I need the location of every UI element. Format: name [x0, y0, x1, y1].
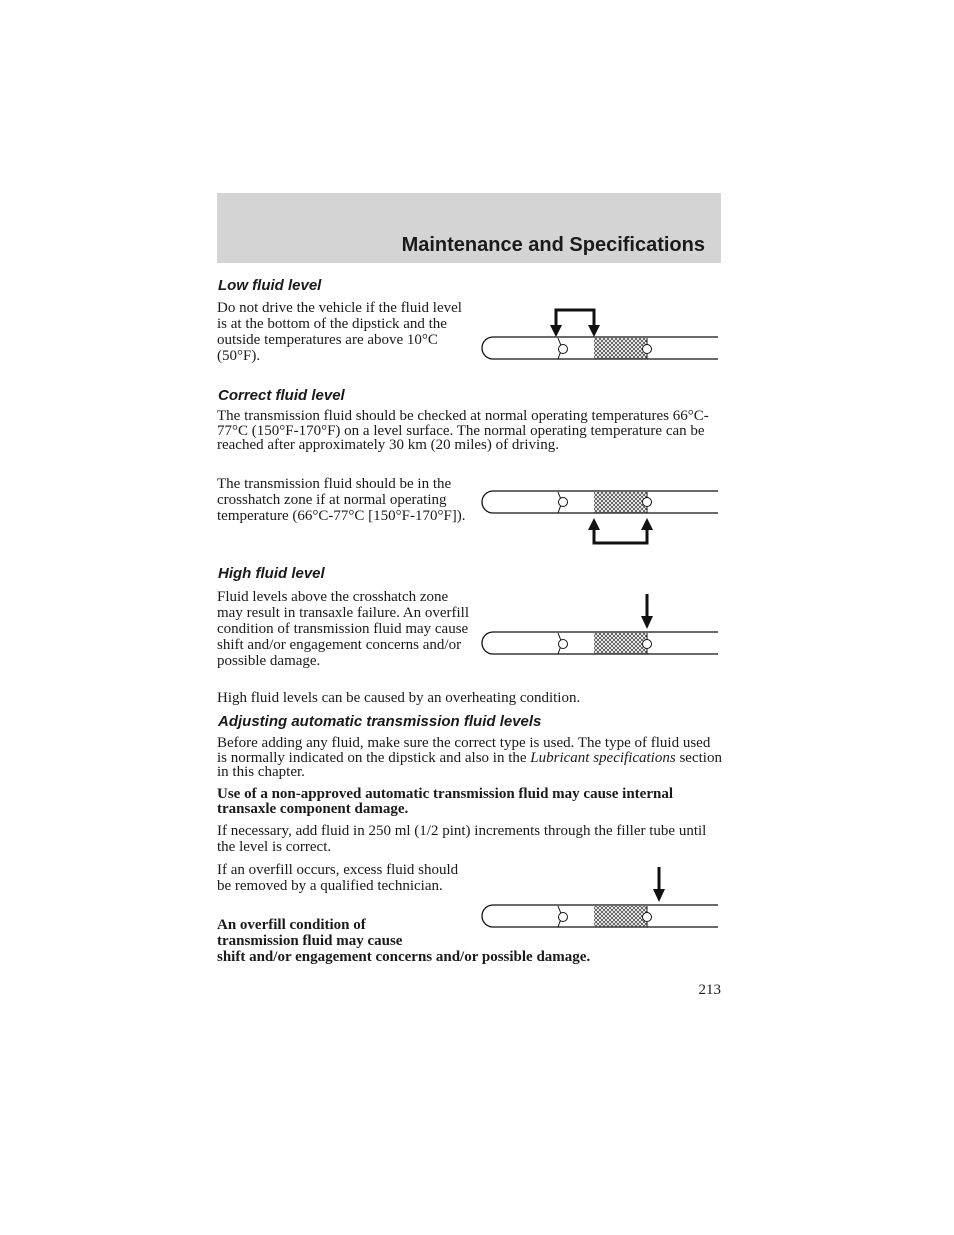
- correct-fluid-text-1: The transmission fluid should be checked at normal operating temperatures 66°C-77°C (150°F-170°F) on a level surface. The normal operating temperature can be reached after approximately 30 km (20 miles) of driving.: [217, 408, 709, 454]
- high-fluid-text-2: High fluid levels can be caused by an overheating condition.: [217, 690, 581, 706]
- dipstick-diagram-high: [478, 592, 722, 660]
- page-number: 213: [698, 982, 721, 998]
- warning-non-approved-fluid: Use of a non-approved automatic transmission fluid may cause internal transaxle component damage.: [217, 786, 673, 817]
- correct-fluid-text-2: The transmission fluid should be in the crosshatch zone if at normal operating temperature (66°C-77°C [150°F-170°F]).: [217, 476, 466, 524]
- low-fluid-text: Do not drive the vehicle if the fluid level is at the bottom of the dipstick and the outside temperatures are above 10°C (50°F).: [217, 300, 462, 364]
- section-heading-low-fluid: Low fluid level: [218, 277, 322, 294]
- high-fluid-text-1: Fluid levels above the crosshatch zone may result in transaxle failure. An overfill condition of transmission fluid may cause shift and/or engagement concerns and/or possible damage.: [217, 589, 470, 669]
- adjusting-text-3: If an overfill occurs, excess fluid should be removed by a qualified technician.: [217, 862, 459, 894]
- dipstick-diagram-correct: [478, 485, 722, 547]
- section-heading-high-fluid: High fluid level: [218, 565, 325, 582]
- section-heading-adjusting: Adjusting automatic transmission fluid levels: [218, 713, 542, 730]
- lubricant-specifications-reference: Lubricant specifications: [530, 749, 676, 766]
- adjusting-text-2: If necessary, add fluid in 250 ml (1/2 pint) increments through the filler tube until the level is correct.: [217, 823, 707, 855]
- page-title: Maintenance and Specifications: [401, 234, 705, 256]
- section-heading-correct-fluid: Correct fluid level: [218, 387, 345, 404]
- adjusting-text-1: Before adding any fluid, make sure the correct type is used. The type of fluid used is normally indicated on the dipstick and also in the Lubricant specifications section in this chapter.: [217, 735, 722, 781]
- dipstick-diagram-overfill: [478, 864, 722, 934]
- header-band: [217, 193, 721, 263]
- warning-overfill: An overfill condition of transmission fluid may cause shift and/or engagement concerns and/or possible damage.: [217, 917, 591, 965]
- dipstick-diagram-low: [478, 305, 722, 365]
